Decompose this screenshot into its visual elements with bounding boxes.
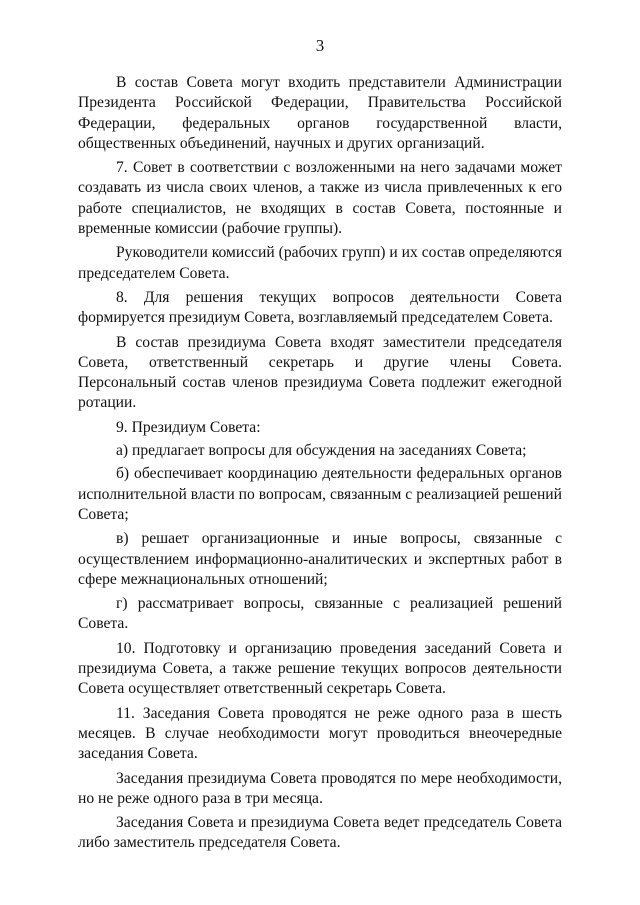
paragraph-presidium-membership: В состав президиума Совета входят заместители председателя Совета, ответственный секретарь и другие члены Совета. Персональный состав членов президиума Совета подлежит ежегодной ротации. [78,333,562,412]
paragraph-9v: в) решает организационные и иные вопросы, связанные с осуществлением информационно-аналитических и экспертных работ в сфере межнациональных отношений; [78,530,562,588]
paragraph-meeting-chair: Заседания Совета и президиума Совета ведет председатель Совета либо заместитель председателя Совета. [78,814,562,852]
paragraph-9b: б) обеспечивает координацию деятельности федеральных органов исполнительной власти по вопросам, связанным с реализацией решений Совета; [78,465,562,523]
paragraph-9-presidium-duties: 9. Президиум Совета: [116,418,261,436]
paragraph-8-presidium: 8. Для решения текущих вопросов деятельности Совета формируется президиум Совета, возглавляемый председателем Совета. [78,288,562,327]
page-number: 3 [315,36,325,55]
paragraph-9a: а) предлагает вопросы для обсуждения на заседаниях Совета; [116,442,527,460]
paragraph-presidium-meetings: Заседания президиума Совета проводятся по мере необходимости, но не реже одного раза в три месяца. [78,769,562,807]
paragraph-7-commissions: 7. Совет в соответствии с возложенными на него задачами может создавать из числа своих членов, а также из числа привлеченных к его работе специалистов, не входящих в состав Совета, постоянные и временные комиссии (рабочие группы). [78,159,562,238]
paragraph-commission-leaders: Руководители комиссий (рабочих групп) и их состав определяются председателем Совета. [78,244,562,282]
paragraph-9g: г) рассматривает вопросы, связанные с реализацией решений Совета. [78,595,562,633]
paragraph-council-membership: В состав Совета могут входить представители Администрации Президента Российской Федерации, Правительства Российской Федерации, федеральных органов государственной власти, общественных объединений, научных и других организаций. [78,74,562,152]
paragraph-11-meetings: 11. Заседания Совета проводятся не реже одного раза в шесть месяцев. В случае необходимости могут проводиться внеочередные заседания Совета. [78,704,562,763]
paragraph-10-secretary: 10. Подготовку и организацию проведения заседаний Совета и президиума Совета, а также решение текущих вопросов деятельности Совета осуществляет ответственный секретарь Совета. [78,639,562,698]
document-body [78,73,562,858]
